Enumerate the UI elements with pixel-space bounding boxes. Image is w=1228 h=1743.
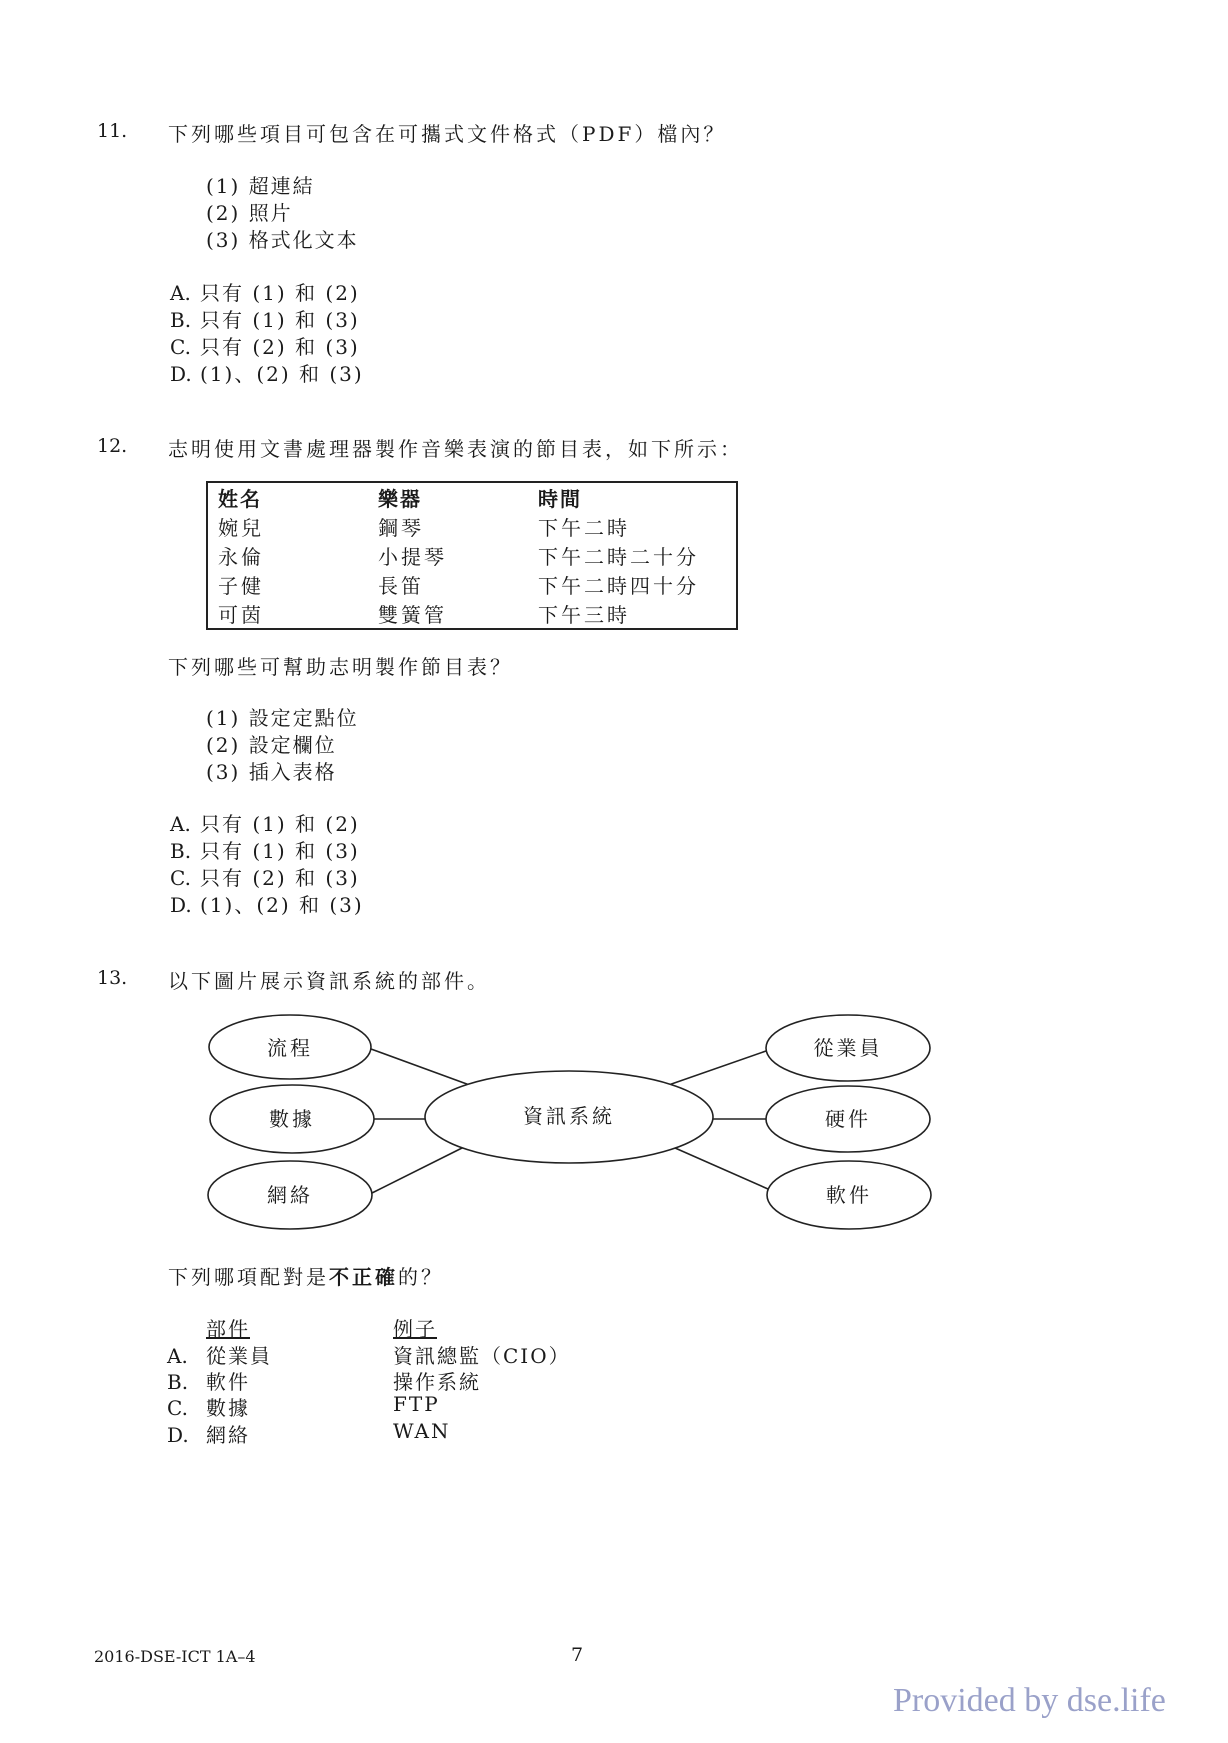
option-text: (1)、(2) 和 (3) <box>200 362 364 386</box>
column-header-example: 例子 <box>393 1317 437 1341</box>
table-cell: 小提琴 <box>378 545 447 569</box>
node-label-people: 從業員 <box>813 1036 883 1060</box>
provider-credit: Provided by dse.life <box>893 1682 1166 1719</box>
table-cell: 下午三時 <box>538 603 630 627</box>
table-cell: 永倫 <box>218 545 264 569</box>
q12-number: 12. <box>97 435 128 457</box>
node-label-data: 數據 <box>269 1107 315 1131</box>
option-text: 只有 (1) 和 (3) <box>200 308 360 332</box>
q11-item-2: (2) 照片 <box>206 201 293 225</box>
q12-option-b[interactable] <box>170 835 360 864</box>
option-letter: D. <box>170 893 192 917</box>
connector-line <box>372 1145 468 1193</box>
option-text: 只有 (1) 和 (3) <box>200 839 360 863</box>
q12-item-2: (2) 設定欄位 <box>206 733 337 757</box>
option-letter: B. <box>170 308 192 332</box>
q12-option-a[interactable] <box>170 808 360 837</box>
column-header-name: 姓名 <box>218 487 262 511</box>
node-label-hardware: 硬件 <box>825 1107 871 1131</box>
q13-option-b[interactable] <box>167 1366 250 1395</box>
node-label-network: 網絡 <box>267 1183 313 1207</box>
q12-item-3: (3) 插入表格 <box>206 760 337 784</box>
option-letter: C. <box>167 1396 188 1420</box>
option-component: 數據 <box>206 1396 250 1420</box>
option-text: 只有 (1) 和 (2) <box>200 812 360 836</box>
information-system-diagram <box>0 1000 1228 1240</box>
table-cell: 子健 <box>218 574 264 598</box>
option-text: (1)、(2) 和 (3) <box>200 893 364 917</box>
option-letter: D. <box>170 362 192 386</box>
connector-line <box>371 1049 475 1087</box>
option-component: 網絡 <box>206 1423 250 1447</box>
table-cell: 婉兒 <box>218 516 264 540</box>
option-letter: B. <box>170 839 192 863</box>
q13-option-d[interactable] <box>167 1419 250 1448</box>
table-cell: 下午二時四十分 <box>538 574 699 598</box>
program-table-wrapper <box>206 481 738 630</box>
q11-stem: 下列哪些項目可包含在可攜式文件格式（PDF）檔內？ <box>168 122 727 146</box>
option-letter: A. <box>170 281 191 305</box>
q12-item-1: (1) 設定定點位 <box>206 706 359 730</box>
option-text: 只有 (1) 和 (2) <box>200 281 360 305</box>
table-cell: 可茵 <box>218 603 264 627</box>
q13-option-b-example: 操作系統 <box>393 1370 481 1394</box>
q13-number: 13. <box>97 967 128 989</box>
q13-stem: 以下圖片展示資訊系統的部件。 <box>168 969 490 993</box>
q13-question <box>168 1261 444 1290</box>
option-letter: D. <box>167 1423 189 1447</box>
q11-option-d[interactable] <box>170 358 364 387</box>
option-letter: B. <box>167 1370 189 1394</box>
paper-code: 2016-DSE-ICT 1A–4 <box>94 1647 256 1666</box>
option-letter: A. <box>170 812 191 836</box>
option-component: 軟件 <box>206 1370 250 1394</box>
page-number: 7 <box>571 1644 584 1666</box>
connector-line <box>666 1144 768 1189</box>
table-row <box>207 512 737 541</box>
q12-option-c[interactable] <box>170 862 360 891</box>
q11-option-c[interactable] <box>170 331 360 360</box>
table-cell: 長笛 <box>378 574 424 598</box>
q13-option-d-example: WAN <box>393 1419 451 1443</box>
q13-question-prefix: 下列哪項配對是 <box>168 1265 329 1289</box>
option-text: 只有 (2) 和 (3) <box>200 866 360 890</box>
q13-question-emphasis: 不正確 <box>329 1265 398 1289</box>
q12-stem: 志明使用文書處理器製作音樂表演的節目表，如下所示： <box>168 437 743 461</box>
node-label-center: 資訊系統 <box>523 1104 615 1128</box>
table-header-row <box>207 482 737 512</box>
option-letter: A. <box>167 1344 188 1368</box>
node-label-software: 軟件 <box>826 1183 872 1207</box>
q11-option-a[interactable] <box>170 277 360 306</box>
q11-item-3: (3) 格式化文本 <box>206 228 359 252</box>
table-cell: 下午二時 <box>538 516 630 540</box>
q13-option-a[interactable] <box>167 1340 272 1369</box>
column-header-time: 時間 <box>538 487 582 511</box>
table-row <box>207 570 737 599</box>
q13-option-c-example: FTP <box>393 1392 440 1416</box>
q11-number: 11. <box>97 120 128 142</box>
column-header-instrument: 樂器 <box>378 487 422 511</box>
program-table <box>206 481 738 630</box>
connector-line <box>660 1051 766 1088</box>
q13-option-c[interactable] <box>167 1392 250 1421</box>
column-header-component: 部件 <box>206 1317 250 1341</box>
table-cell: 雙簧管 <box>378 603 447 627</box>
q11-item-1: (1) 超連結 <box>206 174 315 198</box>
table-row <box>207 541 737 570</box>
option-component: 從業員 <box>206 1344 272 1368</box>
q13-option-a-example: 資訊總監（CIO） <box>393 1344 571 1368</box>
option-letter: C. <box>170 866 191 890</box>
option-letter: C. <box>170 335 191 359</box>
node-label-process: 流程 <box>267 1036 313 1060</box>
table-cell: 鋼琴 <box>378 516 424 540</box>
table-cell: 下午二時二十分 <box>538 545 699 569</box>
q11-option-b[interactable] <box>170 304 360 333</box>
table-row <box>207 599 737 629</box>
q13-question-suffix: 的？ <box>398 1265 444 1289</box>
q12-option-d[interactable] <box>170 889 364 918</box>
q12-question: 下列哪些可幫助志明製作節目表？ <box>168 655 513 679</box>
option-text: 只有 (2) 和 (3) <box>200 335 360 359</box>
